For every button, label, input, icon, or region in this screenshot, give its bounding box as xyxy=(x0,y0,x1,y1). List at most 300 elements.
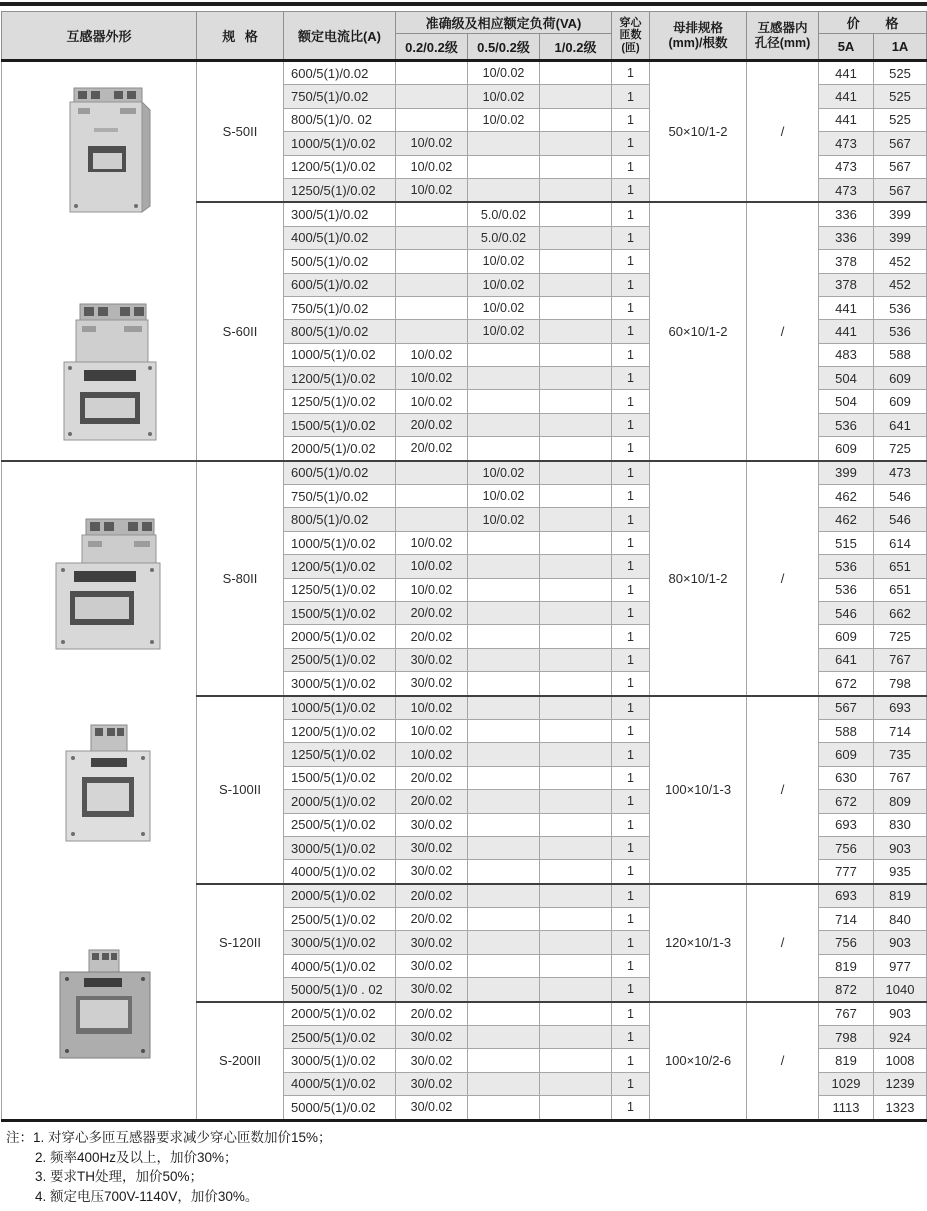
transformer-photo-s60 xyxy=(58,302,162,444)
price-1a-cell: 609 xyxy=(874,367,927,390)
accuracy-1-cell xyxy=(540,1096,612,1120)
accuracy-02-cell: 30/0.02 xyxy=(396,954,468,977)
accuracy-05-cell: 10/0.02 xyxy=(468,296,540,319)
accuracy-1-cell xyxy=(540,155,612,178)
accuracy-05-cell xyxy=(468,1002,540,1026)
turns-cell: 1 xyxy=(612,578,650,601)
turns-cell: 1 xyxy=(612,790,650,813)
ratio-cell: 3000/5(1)/0.02 xyxy=(284,1049,396,1072)
price-1a-cell: 840 xyxy=(874,908,927,931)
price-5a-cell: 1113 xyxy=(819,1096,874,1120)
accuracy-02-cell: 30/0.02 xyxy=(396,860,468,884)
price-1a-cell: 525 xyxy=(874,108,927,131)
price-1a-cell: 525 xyxy=(874,61,927,85)
ratio-cell: 1200/5(1)/0.02 xyxy=(284,719,396,742)
price-5a-cell: 872 xyxy=(819,978,874,1002)
header-busbar xyxy=(650,12,747,61)
ratio-cell: 300/5(1)/0.02 xyxy=(284,202,396,226)
ratio-cell: 1500/5(1)/0.02 xyxy=(284,601,396,624)
price-5a-cell: 693 xyxy=(819,884,874,908)
accuracy-1-cell xyxy=(540,555,612,578)
price-5a-cell: 336 xyxy=(819,202,874,226)
accuracy-02-cell xyxy=(396,250,468,273)
accuracy-05-cell xyxy=(468,1096,540,1120)
transformer-photo-s80 xyxy=(52,517,164,652)
header-price-5a: 5A xyxy=(819,34,874,61)
price-1a-cell: 714 xyxy=(874,719,927,742)
accuracy-1-cell xyxy=(540,320,612,343)
header-ratio: 额定电流比(A) xyxy=(284,12,396,61)
ratio-cell: 1250/5(1)/0.02 xyxy=(284,390,396,413)
turns-cell: 1 xyxy=(612,1072,650,1095)
accuracy-1-cell xyxy=(540,813,612,836)
ratio-cell: 500/5(1)/0.02 xyxy=(284,250,396,273)
accuracy-1-cell xyxy=(540,108,612,131)
hole-cell: / xyxy=(747,461,819,696)
accuracy-02-cell: 30/0.02 xyxy=(396,813,468,836)
accuracy-05-cell xyxy=(468,367,540,390)
price-1a-cell: 641 xyxy=(874,413,927,436)
accuracy-05-cell xyxy=(468,625,540,648)
price-1a-cell: 399 xyxy=(874,202,927,226)
ratio-cell: 800/5(1)/0.02 xyxy=(284,508,396,531)
accuracy-02-cell xyxy=(396,85,468,108)
accuracy-1-cell xyxy=(540,296,612,319)
spec-cell: S-80II xyxy=(197,461,284,696)
price-1a-cell: 567 xyxy=(874,178,927,202)
turns-cell: 1 xyxy=(612,1096,650,1120)
turns-cell: 1 xyxy=(612,273,650,296)
accuracy-05-cell: 10/0.02 xyxy=(468,485,540,508)
accuracy-02-cell xyxy=(396,485,468,508)
price-5a-cell: 641 xyxy=(819,648,874,671)
price-5a-cell: 693 xyxy=(819,813,874,836)
price-5a-cell: 378 xyxy=(819,250,874,273)
accuracy-02-cell: 20/0.02 xyxy=(396,601,468,624)
accuracy-05-cell xyxy=(468,908,540,931)
busbar-cell: 50×10/1-2 xyxy=(650,61,747,203)
accuracy-02-cell: 10/0.02 xyxy=(396,578,468,601)
turns-cell: 1 xyxy=(612,672,650,696)
price-5a-cell: 441 xyxy=(819,85,874,108)
header-turns-line1: 穿心 xyxy=(619,17,642,30)
accuracy-1-cell xyxy=(540,696,612,720)
accuracy-05-cell: 10/0.02 xyxy=(468,108,540,131)
accuracy-1-cell xyxy=(540,743,612,766)
ratio-cell: 1500/5(1)/0.02 xyxy=(284,413,396,436)
turns-cell: 1 xyxy=(612,343,650,366)
ratio-cell: 4000/5(1)/0.02 xyxy=(284,954,396,977)
ratio-cell: 800/5(1)/0. 02 xyxy=(284,108,396,131)
accuracy-02-cell: 20/0.02 xyxy=(396,437,468,461)
turns-cell: 1 xyxy=(612,860,650,884)
table-header xyxy=(2,12,927,61)
table-body xyxy=(2,61,927,1121)
accuracy-02-cell xyxy=(396,273,468,296)
price-5a-cell: 504 xyxy=(819,367,874,390)
price-1a-cell: 525 xyxy=(874,85,927,108)
price-1a-cell: 567 xyxy=(874,155,927,178)
price-1a-cell: 536 xyxy=(874,320,927,343)
accuracy-02-cell: 10/0.02 xyxy=(396,343,468,366)
accuracy-02-cell: 10/0.02 xyxy=(396,178,468,202)
accuracy-1-cell xyxy=(540,61,612,85)
ratio-cell: 3000/5(1)/0.02 xyxy=(284,672,396,696)
accuracy-02-cell: 30/0.02 xyxy=(396,836,468,859)
turns-cell: 1 xyxy=(612,1002,650,1026)
price-1a-cell: 725 xyxy=(874,437,927,461)
accuracy-1-cell xyxy=(540,437,612,461)
accuracy-1-cell xyxy=(540,648,612,671)
accuracy-05-cell xyxy=(468,390,540,413)
header-price-1a: 1A xyxy=(874,34,927,61)
footnote-4: 4. 额定电压700V-1140V，加价30%。 xyxy=(35,1188,259,1204)
turns-cell: 1 xyxy=(612,555,650,578)
turns-cell: 1 xyxy=(612,155,650,178)
table-row xyxy=(2,61,927,85)
ratio-cell: 2500/5(1)/0.02 xyxy=(284,1026,396,1049)
price-1a-cell: 546 xyxy=(874,485,927,508)
accuracy-1-cell xyxy=(540,250,612,273)
price-1a-cell: 588 xyxy=(874,343,927,366)
turns-cell: 1 xyxy=(612,85,650,108)
accuracy-05-cell: 5.0/0.02 xyxy=(468,202,540,226)
accuracy-02-cell: 30/0.02 xyxy=(396,648,468,671)
price-1a-cell: 977 xyxy=(874,954,927,977)
turns-cell: 1 xyxy=(612,132,650,155)
accuracy-1-cell xyxy=(540,461,612,485)
turns-cell: 1 xyxy=(612,625,650,648)
accuracy-1-cell xyxy=(540,860,612,884)
photo-s60 xyxy=(58,302,162,447)
header-spec: 规 格 xyxy=(197,12,284,61)
photo-s80 xyxy=(52,517,164,655)
price-1a-cell: 767 xyxy=(874,766,927,789)
price-1a-cell: 725 xyxy=(874,625,927,648)
header-accuracy-05: 0.5/0.2级 xyxy=(468,34,540,61)
header-price-group: 价 格 xyxy=(819,12,927,34)
price-1a-cell: 546 xyxy=(874,508,927,531)
price-5a-cell: 462 xyxy=(819,485,874,508)
header-hole xyxy=(747,12,819,61)
accuracy-1-cell xyxy=(540,719,612,742)
accuracy-05-cell xyxy=(468,790,540,813)
spec-cell: S-50II xyxy=(197,61,284,203)
price-1a-cell: 830 xyxy=(874,813,927,836)
ratio-cell: 600/5(1)/0.02 xyxy=(284,461,396,485)
accuracy-05-cell xyxy=(468,413,540,436)
busbar-cell: 60×10/1-2 xyxy=(650,202,747,460)
price-1a-cell: 567 xyxy=(874,132,927,155)
accuracy-1-cell xyxy=(540,367,612,390)
table-row xyxy=(2,461,927,485)
price-5a-cell: 515 xyxy=(819,531,874,554)
accuracy-05-cell xyxy=(468,813,540,836)
accuracy-05-cell xyxy=(468,1049,540,1072)
hole-cell: / xyxy=(747,884,819,1002)
accuracy-02-cell xyxy=(396,202,468,226)
accuracy-02-cell: 10/0.02 xyxy=(396,390,468,413)
accuracy-05-cell: 10/0.02 xyxy=(468,508,540,531)
price-5a-cell: 473 xyxy=(819,132,874,155)
turns-cell: 1 xyxy=(612,485,650,508)
price-5a-cell: 336 xyxy=(819,226,874,249)
hole-cell: / xyxy=(747,61,819,203)
ratio-cell: 5000/5(1)/0.02 xyxy=(284,1096,396,1120)
header-turns-line2: 匝数 xyxy=(619,29,642,42)
accuracy-05-cell: 10/0.02 xyxy=(468,85,540,108)
accuracy-02-cell: 20/0.02 xyxy=(396,413,468,436)
header-turns xyxy=(612,12,650,61)
turns-cell: 1 xyxy=(612,437,650,461)
accuracy-02-cell xyxy=(396,320,468,343)
turns-cell: 1 xyxy=(612,367,650,390)
turns-cell: 1 xyxy=(612,884,650,908)
turns-cell: 1 xyxy=(612,461,650,485)
accuracy-1-cell xyxy=(540,578,612,601)
price-5a-cell: 504 xyxy=(819,390,874,413)
accuracy-05-cell xyxy=(468,1026,540,1049)
accuracy-05-cell xyxy=(468,132,540,155)
turns-cell: 1 xyxy=(612,61,650,85)
header-busbar-line1: 母排规格 xyxy=(673,20,724,35)
accuracy-05-cell: 10/0.02 xyxy=(468,61,540,85)
turns-cell: 1 xyxy=(612,813,650,836)
turns-cell: 1 xyxy=(612,743,650,766)
accuracy-1-cell xyxy=(540,1072,612,1095)
accuracy-02-cell xyxy=(396,108,468,131)
ratio-cell: 1200/5(1)/0.02 xyxy=(284,155,396,178)
ratio-cell: 3000/5(1)/0.02 xyxy=(284,931,396,954)
footnote-3: 3. 要求TH处理，加价50%； xyxy=(35,1169,204,1184)
accuracy-02-cell: 10/0.02 xyxy=(396,531,468,554)
turns-cell: 1 xyxy=(612,320,650,343)
price-5a-cell: 609 xyxy=(819,437,874,461)
price-5a-cell: 1029 xyxy=(819,1072,874,1095)
accuracy-02-cell: 20/0.02 xyxy=(396,790,468,813)
price-1a-cell: 609 xyxy=(874,390,927,413)
accuracy-1-cell xyxy=(540,1002,612,1026)
transformer-photos-cell xyxy=(2,461,197,1120)
accuracy-05-cell xyxy=(468,155,540,178)
price-5a-cell: 473 xyxy=(819,178,874,202)
ratio-cell: 1000/5(1)/0.02 xyxy=(284,531,396,554)
accuracy-05-cell xyxy=(468,531,540,554)
accuracy-02-cell: 10/0.02 xyxy=(396,719,468,742)
accuracy-02-cell: 30/0.02 xyxy=(396,1096,468,1120)
photo-s100 xyxy=(62,723,154,848)
busbar-cell: 80×10/1-2 xyxy=(650,461,747,696)
turns-cell: 1 xyxy=(612,719,650,742)
price-1a-cell: 662 xyxy=(874,601,927,624)
turns-cell: 1 xyxy=(612,1049,650,1072)
accuracy-05-cell xyxy=(468,578,540,601)
accuracy-02-cell: 10/0.02 xyxy=(396,555,468,578)
price-1a-cell: 903 xyxy=(874,836,927,859)
price-1a-cell: 651 xyxy=(874,578,927,601)
accuracy-02-cell: 30/0.02 xyxy=(396,1049,468,1072)
photo-s50 xyxy=(64,86,156,219)
accuracy-05-cell xyxy=(468,555,540,578)
price-5a-cell: 536 xyxy=(819,555,874,578)
price-1a-cell: 693 xyxy=(874,696,927,720)
photo-s120 xyxy=(56,948,154,1066)
ratio-cell: 1200/5(1)/0.02 xyxy=(284,555,396,578)
header-hole-line1: 互感器内 xyxy=(757,20,808,35)
accuracy-05-cell xyxy=(468,343,540,366)
accuracy-1-cell xyxy=(540,1049,612,1072)
ratio-cell: 400/5(1)/0.02 xyxy=(284,226,396,249)
price-1a-cell: 473 xyxy=(874,461,927,485)
turns-cell: 1 xyxy=(612,108,650,131)
ratio-cell: 2500/5(1)/0.02 xyxy=(284,813,396,836)
header-row-1 xyxy=(2,12,927,34)
price-5a-cell: 714 xyxy=(819,908,874,931)
price-5a-cell: 483 xyxy=(819,343,874,366)
header-accuracy-1: 1/0.2级 xyxy=(540,34,612,61)
accuracy-05-cell xyxy=(468,1072,540,1095)
ratio-cell: 750/5(1)/0.02 xyxy=(284,85,396,108)
accuracy-05-cell xyxy=(468,648,540,671)
header-turns-line3: (匝) xyxy=(621,41,640,54)
accuracy-05-cell xyxy=(468,601,540,624)
price-5a-cell: 819 xyxy=(819,954,874,977)
price-1a-cell: 903 xyxy=(874,1002,927,1026)
accuracy-1-cell xyxy=(540,485,612,508)
ratio-cell: 2000/5(1)/0.02 xyxy=(284,437,396,461)
accuracy-02-cell: 20/0.02 xyxy=(396,908,468,931)
busbar-cell: 100×10/1-3 xyxy=(650,696,747,884)
turns-cell: 1 xyxy=(612,250,650,273)
transformer-photo-s120 xyxy=(56,948,154,1063)
spec-cell: S-200II xyxy=(197,1002,284,1120)
accuracy-05-cell xyxy=(468,672,540,696)
accuracy-02-cell: 20/0.02 xyxy=(396,766,468,789)
accuracy-1-cell xyxy=(540,202,612,226)
price-1a-cell: 452 xyxy=(874,273,927,296)
spec-cell: S-100II xyxy=(197,696,284,884)
accuracy-02-cell xyxy=(396,508,468,531)
ratio-cell: 750/5(1)/0.02 xyxy=(284,485,396,508)
busbar-cell: 100×10/2-6 xyxy=(650,1002,747,1120)
accuracy-02-cell: 30/0.02 xyxy=(396,978,468,1002)
accuracy-1-cell xyxy=(540,273,612,296)
turns-cell: 1 xyxy=(612,390,650,413)
ratio-cell: 2500/5(1)/0.02 xyxy=(284,648,396,671)
turns-cell: 1 xyxy=(612,954,650,977)
turns-cell: 1 xyxy=(612,696,650,720)
accuracy-1-cell xyxy=(540,508,612,531)
ratio-cell: 750/5(1)/0.02 xyxy=(284,296,396,319)
header-hole-line2: 孔径(mm) xyxy=(754,35,811,50)
price-1a-cell: 1323 xyxy=(874,1096,927,1120)
price-1a-cell: 651 xyxy=(874,555,927,578)
ratio-cell: 2000/5(1)/0.02 xyxy=(284,884,396,908)
transformer-photos-cell xyxy=(2,61,197,461)
accuracy-1-cell xyxy=(540,226,612,249)
price-1a-cell: 798 xyxy=(874,672,927,696)
turns-cell: 1 xyxy=(612,601,650,624)
price-5a-cell: 767 xyxy=(819,1002,874,1026)
price-1a-cell: 1040 xyxy=(874,978,927,1002)
price-5a-cell: 609 xyxy=(819,743,874,766)
accuracy-02-cell xyxy=(396,461,468,485)
accuracy-05-cell xyxy=(468,954,540,977)
turns-cell: 1 xyxy=(612,531,650,554)
transformer-photo-s100 xyxy=(62,723,154,845)
accuracy-02-cell: 10/0.02 xyxy=(396,132,468,155)
accuracy-1-cell xyxy=(540,931,612,954)
price-1a-cell: 536 xyxy=(874,296,927,319)
accuracy-1-cell xyxy=(540,672,612,696)
footnote-1: 1. 对穿心多匝互感器要求减少穿心匝数加价15%； xyxy=(33,1130,332,1145)
price-5a-cell: 567 xyxy=(819,696,874,720)
header-outline: 互感器外形 xyxy=(2,12,197,61)
accuracy-1-cell xyxy=(540,413,612,436)
price-5a-cell: 756 xyxy=(819,836,874,859)
transformer-photo-s50 xyxy=(64,86,156,216)
accuracy-02-cell: 10/0.02 xyxy=(396,367,468,390)
price-5a-cell: 441 xyxy=(819,320,874,343)
accuracy-02-cell: 30/0.02 xyxy=(396,931,468,954)
hole-cell: / xyxy=(747,1002,819,1120)
price-1a-cell: 819 xyxy=(874,884,927,908)
price-5a-cell: 536 xyxy=(819,578,874,601)
ratio-cell: 5000/5(1)/0 . 02 xyxy=(284,978,396,1002)
ratio-cell: 1000/5(1)/0.02 xyxy=(284,343,396,366)
accuracy-02-cell: 10/0.02 xyxy=(396,696,468,720)
accuracy-1-cell xyxy=(540,132,612,155)
turns-cell: 1 xyxy=(612,296,650,319)
accuracy-1-cell xyxy=(540,85,612,108)
ratio-cell: 1250/5(1)/0.02 xyxy=(284,743,396,766)
price-1a-cell: 935 xyxy=(874,860,927,884)
price-5a-cell: 672 xyxy=(819,672,874,696)
accuracy-05-cell: 10/0.02 xyxy=(468,461,540,485)
turns-cell: 1 xyxy=(612,226,650,249)
accuracy-1-cell xyxy=(540,790,612,813)
price-5a-cell: 546 xyxy=(819,601,874,624)
price-1a-cell: 903 xyxy=(874,931,927,954)
accuracy-1-cell xyxy=(540,531,612,554)
price-5a-cell: 819 xyxy=(819,1049,874,1072)
accuracy-02-cell xyxy=(396,61,468,85)
ratio-cell: 1000/5(1)/0.02 xyxy=(284,132,396,155)
price-5a-cell: 798 xyxy=(819,1026,874,1049)
accuracy-05-cell xyxy=(468,931,540,954)
price-5a-cell: 630 xyxy=(819,766,874,789)
turns-cell: 1 xyxy=(612,508,650,531)
header-accuracy-02: 0.2/0.2级 xyxy=(396,34,468,61)
accuracy-1-cell xyxy=(540,178,612,202)
accuracy-1-cell xyxy=(540,1026,612,1049)
ratio-cell: 2000/5(1)/0.02 xyxy=(284,790,396,813)
price-1a-cell: 767 xyxy=(874,648,927,671)
accuracy-05-cell xyxy=(468,836,540,859)
ratio-cell: 800/5(1)/0.02 xyxy=(284,320,396,343)
accuracy-05-cell: 10/0.02 xyxy=(468,320,540,343)
accuracy-05-cell xyxy=(468,719,540,742)
accuracy-02-cell: 10/0.02 xyxy=(396,743,468,766)
ratio-cell: 4000/5(1)/0.02 xyxy=(284,1072,396,1095)
ratio-cell: 1200/5(1)/0.02 xyxy=(284,367,396,390)
turns-cell: 1 xyxy=(612,648,650,671)
price-5a-cell: 473 xyxy=(819,155,874,178)
page-top-rule xyxy=(0,2,927,6)
accuracy-05-cell xyxy=(468,743,540,766)
turns-cell: 1 xyxy=(612,978,650,1002)
turns-cell: 1 xyxy=(612,1026,650,1049)
